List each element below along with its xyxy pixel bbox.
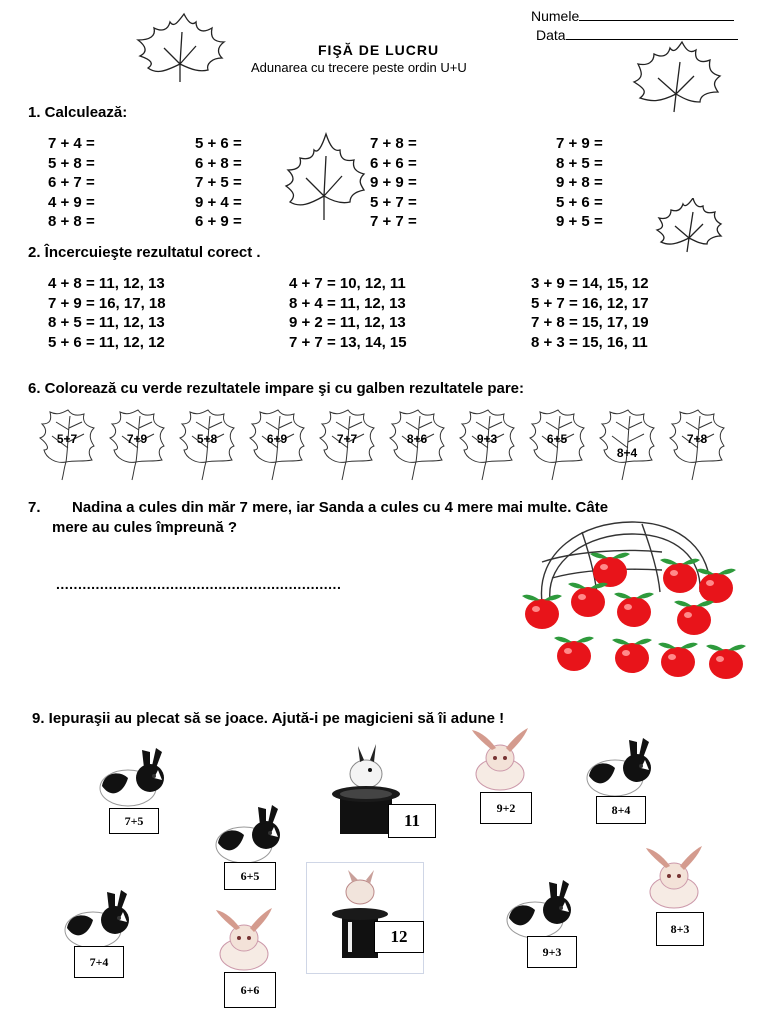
rabbit-icon [214,908,274,972]
rabbit-icon [470,728,530,792]
choice-column-3 [531,274,649,352]
choice-item[interactable]: 3 + 9 = 14, 15, 12 [531,275,649,292]
oak-leaf-item[interactable] [388,408,446,482]
rabbit-icon [214,805,284,865]
rabbit-sum-tag: 8+3 [656,912,704,946]
rabbit-item[interactable] [98,748,168,808]
rabbit-sum-tag: 9+2 [480,792,532,824]
choice-item[interactable]: 8 + 3 = 15, 16, 11 [531,333,648,351]
name-field[interactable] [531,8,734,24]
oak-leaf-item[interactable] [598,408,656,482]
oak-leaf-item[interactable] [248,408,306,482]
answer-dotted-line[interactable]: ................................................................. [56,576,342,592]
oak-leaf-item[interactable] [38,408,96,482]
calc-item: 8 + 8 = [48,213,95,231]
calc-column-4 [556,134,603,232]
calc-item: 6 + 8 = [195,154,242,172]
apple-icon [696,569,736,603]
oak-leaf-label: 7+9 [126,432,148,446]
problem-7-line-1: Nadina a cules din măr 7 mere, iar Sanda a cules cu 4 mere mai multe. Câte [72,499,609,516]
calc-item: 5 + 6 = [195,135,242,152]
hat-sum-box: 12 [374,921,424,953]
section-1-title: 1. Calculează: [28,104,128,121]
maple-leaf-icon [134,12,226,86]
apple-icon [522,595,562,629]
rabbit-sum-tag: 7+4 [74,946,124,978]
oak-leaf-label: 6+5 [546,432,568,446]
rabbit-sum-tag: 6+5 [224,862,276,890]
calc-item: 5 + 8 = [48,154,95,172]
problem-7-line-2: mere au cules împreună ? [52,519,238,536]
section-9-title: 9. Iepuraşii au plecat să se joace. Ajută-i pe magicieni să îi adune ! [32,710,505,727]
rabbit-icon [98,748,168,808]
oak-leaf-item[interactable] [108,408,166,482]
choice-item[interactable]: 5 + 7 = 16, 12, 17 [531,294,649,312]
apple-icon [568,583,608,617]
oak-leaf-label: 8+4 [616,446,638,460]
calc-item: 7 + 5 = [195,174,242,192]
rabbit-sum-tag: 6+6 [224,972,276,1008]
oak-leaf-label: 9+3 [476,432,498,446]
calc-item: 4 + 9 = [48,193,95,211]
calc-column-2 [195,134,242,232]
calc-item: 7 + 9 = [556,135,603,152]
choice-item[interactable]: 4 + 8 = 11, 12, 13 [48,275,165,292]
rabbit-item[interactable] [214,908,274,972]
oak-leaf-label: 5+8 [196,432,218,446]
calc-item: 5 + 6 = [556,193,603,211]
calc-item: 9 + 9 = [370,174,417,192]
calc-item: 7 + 4 = [48,135,95,152]
calc-column-3 [370,134,417,232]
calc-item: 9 + 4 = [195,193,242,211]
apple-basket-image [512,512,762,692]
calc-item: 7 + 8 = [370,135,417,152]
calc-item: 6 + 6 = [370,154,417,172]
maple-leaf-icon [655,198,723,254]
rabbit-icon [644,846,704,910]
rabbit-icon [63,890,133,950]
maple-leaf-icon [284,132,366,222]
apple-icon [590,553,630,587]
apple-icon [658,643,698,677]
rabbit-item[interactable] [470,728,530,790]
rabbit-icon [505,880,575,940]
oak-leaf-label: 5+7 [56,432,78,446]
choice-item[interactable]: 5 + 6 = 11, 12, 12 [48,333,165,351]
problem-7-number: 7. [28,499,41,516]
apple-icon [706,645,746,679]
calc-item: 8 + 5 = [556,154,603,172]
choice-item[interactable]: 7 + 7 = 13, 14, 15 [289,333,407,351]
oak-leaf-label: 6+9 [266,432,288,446]
rabbit-item[interactable] [644,846,702,912]
choice-column-2 [289,274,407,352]
section-2-title: 2. Încercuieşte rezultatul corect . [28,244,261,261]
rabbit-item[interactable] [585,738,657,798]
oak-leaf-label: 8+6 [406,432,428,446]
calc-item: 6 + 7 = [48,174,95,192]
apple-icon [614,593,654,627]
rabbit-item[interactable] [63,890,133,948]
calc-item: 9 + 5 = [556,213,603,231]
choice-column-1 [48,274,166,352]
date-label: Data [536,27,566,43]
calc-item: 6 + 9 = [195,213,242,231]
apple-icon [674,601,714,635]
page-subtitle: Adunarea cu trecere peste ordin U+U [251,60,467,75]
rabbit-item[interactable] [214,805,284,865]
choice-item[interactable]: 4 + 7 = 10, 12, 11 [289,275,406,292]
oak-leaf-item[interactable] [458,408,516,482]
oak-leaf-label: 7+7 [336,432,358,446]
hat-sum-box: 11 [388,804,436,838]
rabbit-sum-tag: 9+3 [527,936,577,968]
calc-column-1 [48,134,95,232]
calc-item: 9 + 8 = [556,174,603,192]
choice-item[interactable]: 8 + 4 = 11, 12, 13 [289,294,406,312]
rabbit-sum-tag: 8+4 [596,796,646,824]
rabbit-item[interactable] [505,880,575,938]
apple-icon [554,637,594,671]
choice-item[interactable]: 7 + 9 = 16, 17, 18 [48,294,166,312]
page-title: FIŞĂ DE LUCRU [318,42,440,58]
oak-leaf-item[interactable] [528,408,586,482]
calc-item: 5 + 7 = [370,193,417,211]
calc-item: 7 + 7 = [370,213,417,231]
oak-leaf-label: 7+8 [686,432,708,446]
choice-item[interactable]: 8 + 5 = 11, 12, 13 [48,314,165,332]
oak-leaf-icon [598,408,656,482]
oak-leaf-item[interactable] [178,408,236,482]
rabbit-icon [585,738,655,798]
choice-item[interactable]: 9 + 2 = 11, 12, 13 [289,314,406,332]
section-6-title: 6. Colorează cu verde rezultatele impare şi cu galben rezultatele pare: [28,380,525,397]
apple-icon [612,639,652,673]
oak-leaf-item[interactable] [668,408,726,482]
name-label: Numele [531,8,580,24]
rabbit-sum-tag: 7+5 [109,808,159,834]
oak-leaf-item[interactable] [318,408,376,482]
choice-item[interactable]: 7 + 8 = 15, 17, 19 [531,314,649,332]
maple-leaf-icon [630,40,722,116]
